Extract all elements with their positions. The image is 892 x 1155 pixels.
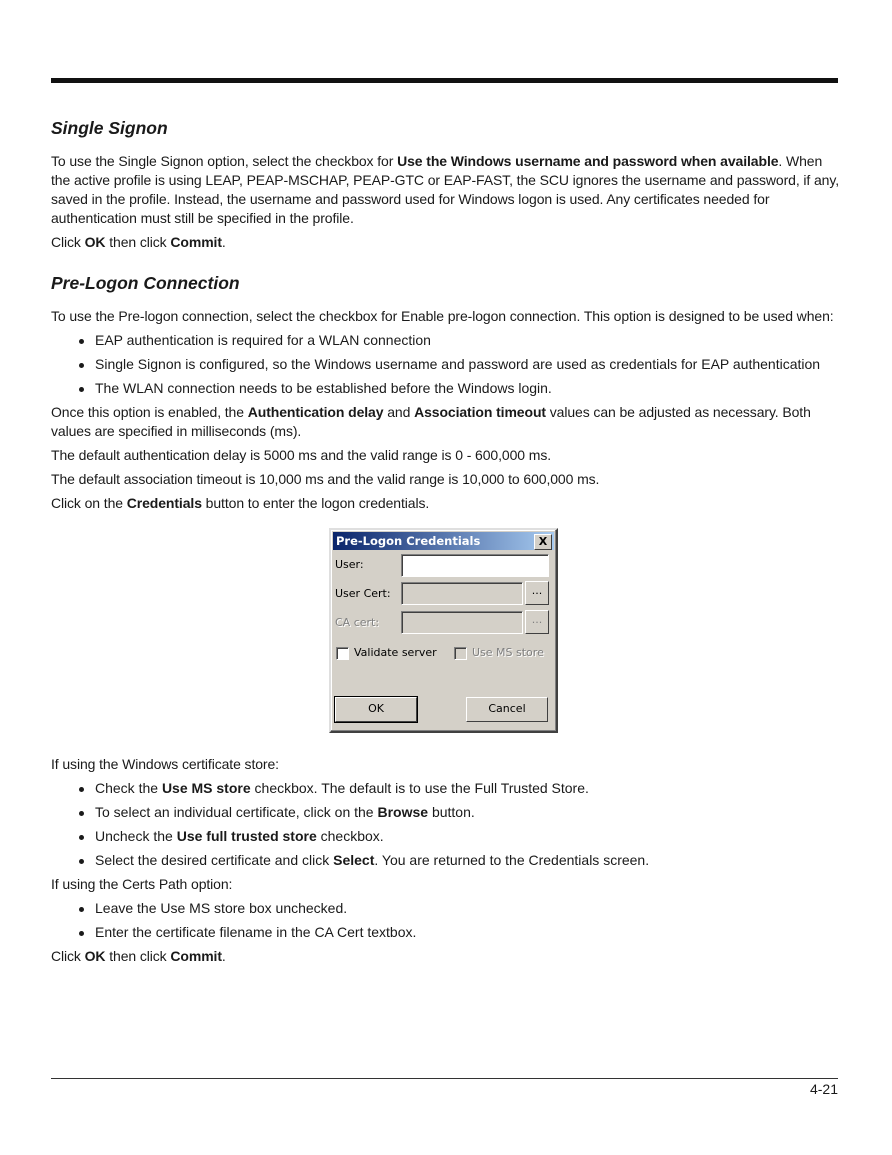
bold-text: Use full trusted store [176, 828, 317, 844]
ca-cert-input[interactable] [401, 611, 523, 634]
text: . [221, 234, 226, 250]
auth-delay-paragraph: The default authentication delay is 5000 ms and the valid range is 0 - 600,000 ms. [51, 447, 552, 463]
text: checkbox. [316, 828, 384, 844]
certs-path-bullets [51, 899, 841, 942]
user-input[interactable] [401, 554, 549, 577]
dialog-titlebar [333, 532, 554, 550]
click-ok-commit-1 [51, 233, 841, 252]
page-number: 4-21 [809, 1081, 838, 1097]
list-item: Leave the Use MS store box unchecked. [95, 899, 841, 918]
heading-pre-logon: Pre-Logon Connection [51, 273, 240, 293]
bold-text: Select [333, 852, 375, 868]
assoc-timeout-paragraph: The default association timeout is 10,000 ms and the valid range is 10,000 to 600,000 ms. [51, 471, 600, 487]
user-label: User: [335, 558, 364, 571]
use-ms-store-label: Use MS store [472, 646, 544, 659]
text: . When the active profile is using LEAP, PEAP-MSCHAP, PEAP-GTC or EAP-FAST, the SCU ignores the username and password, if any, saved in the profile. Instead, the username and password used for Windows logon is used. Any certificates needed for authentication must still be specified in the profile. [51, 153, 840, 226]
pre-logon-bullets [51, 331, 841, 398]
single-signon-paragraph [51, 152, 841, 228]
ok-button[interactable]: OK [335, 697, 417, 722]
dialog-figure [329, 528, 558, 733]
text: Click on the [51, 495, 127, 511]
text: Click [51, 948, 85, 964]
bold-text: Use the Windows username and password when available [397, 153, 779, 169]
list-item [95, 779, 841, 798]
text: . You are returned to the Credentials screen. [374, 852, 650, 868]
header-rule [51, 78, 838, 83]
bold-text: OK [84, 234, 106, 250]
pre-logon-credentials-dialog [329, 528, 558, 733]
list-item: EAP authentication is required for a WLAN connection [95, 331, 841, 350]
text: To use the Single Signon option, select the checkbox for [51, 153, 398, 169]
certs-path-intro: If using the Certs Path option: [51, 876, 233, 892]
click-ok-commit-2 [51, 947, 841, 966]
close-icon[interactable]: X [534, 534, 552, 550]
list-item [95, 851, 841, 870]
text: Click [51, 234, 85, 250]
text: button. [428, 804, 475, 820]
credentials-paragraph [51, 494, 841, 513]
ca-cert-browse-button[interactable]: ... [525, 610, 549, 634]
page-content [51, 116, 841, 971]
windows-store-intro: If using the Windows certificate store: [51, 756, 279, 772]
user-cert-label: User Cert: [335, 587, 391, 600]
bold-text: Use MS store [161, 780, 251, 796]
list-item: Single Signon is configured, so the Windows username and password are used as credentials for EAP authentication [95, 355, 841, 374]
bold-text: Commit [170, 234, 222, 250]
bold-text: Browse [377, 804, 429, 820]
text: values can be adjusted as necessary. Both values are specified in milliseconds (ms). [51, 404, 811, 439]
user-cert-browse-button[interactable]: ... [525, 581, 549, 605]
cancel-button[interactable]: Cancel [466, 697, 548, 722]
text: To select an individual certificate, click on the [95, 804, 378, 820]
text: Select the desired certificate and click [95, 852, 334, 868]
list-item [95, 827, 841, 846]
pre-logon-intro: To use the Pre-logon connection, select the checkbox for Enable pre-logon connection. This option is designed to be used when: [51, 308, 834, 324]
validate-server-checkbox[interactable] [336, 647, 349, 660]
ca-cert-label: CA cert: [335, 616, 380, 629]
bold-text: Authentication delay [247, 404, 384, 420]
footer-rule [51, 1078, 838, 1079]
use-ms-store-checkbox[interactable] [454, 647, 467, 660]
dialog-title: Pre-Logon Credentials [336, 534, 481, 548]
text: Once this option is enabled, the [51, 404, 248, 420]
bold-text: Credentials [126, 495, 202, 511]
text: then click [105, 234, 171, 250]
bold-text: Commit [170, 948, 222, 964]
text: then click [105, 948, 171, 964]
text: Uncheck the [95, 828, 177, 844]
bold-text: Association timeout [414, 404, 546, 420]
text: and [383, 404, 415, 420]
list-item: Enter the certificate filename in the CA Cert textbox. [95, 923, 841, 942]
user-cert-input[interactable] [401, 582, 523, 605]
heading-single-signon: Single Signon [51, 118, 168, 138]
validate-server-label: Validate server [354, 646, 437, 659]
text: checkbox. The default is to use the Full Trusted Store. [250, 780, 589, 796]
bold-text: OK [84, 948, 106, 964]
text: Check the [95, 780, 162, 796]
windows-store-bullets [51, 779, 841, 870]
text: . [221, 948, 226, 964]
list-item [95, 803, 841, 822]
text: button to enter the logon credentials. [201, 495, 430, 511]
enabled-paragraph [51, 403, 841, 441]
list-item: The WLAN connection needs to be established before the Windows login. [95, 379, 841, 398]
